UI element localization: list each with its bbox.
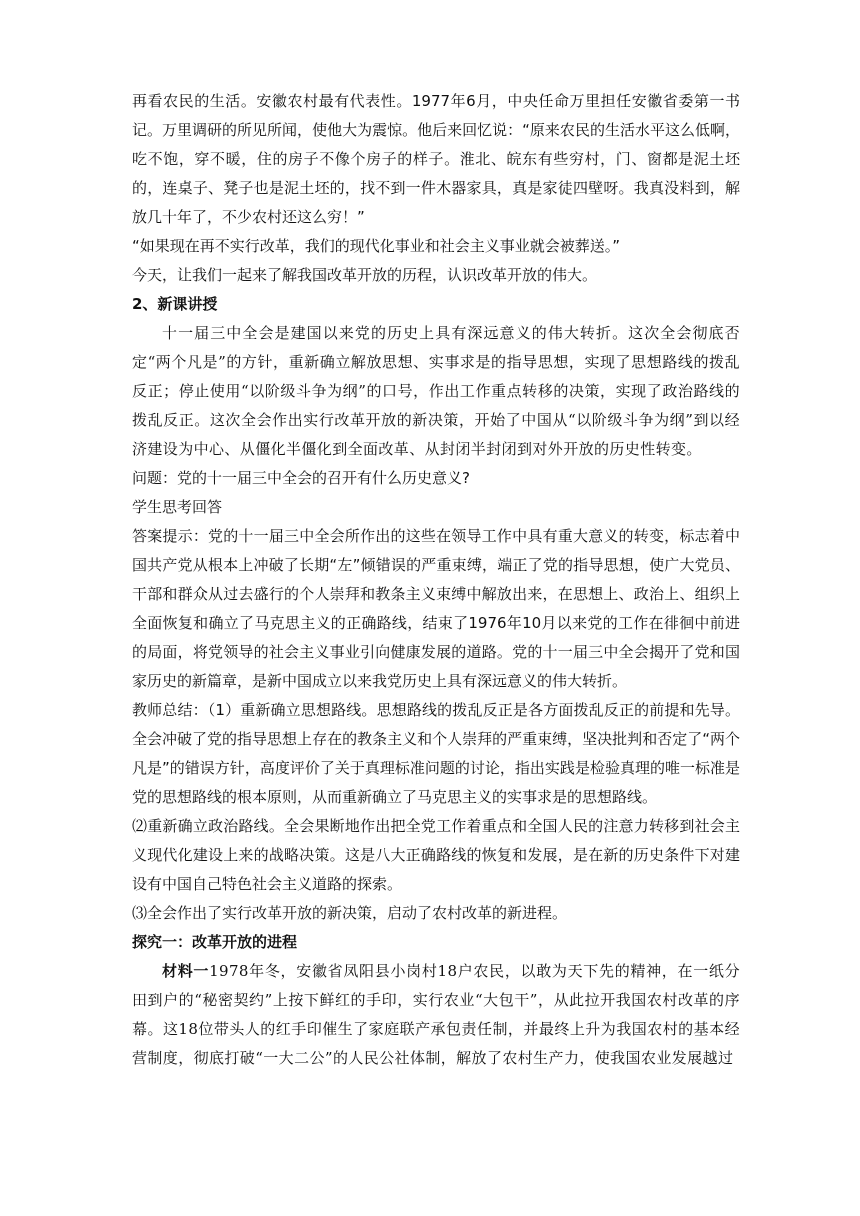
material-one-text: 1978年冬，安徽省凤阳县小岗村18户农民，以敢为天下先的精神，在一纸分田到户的“秘密契约”上按下鲜红的手印，实行农业“大包干”，从此拉开我国农村改革的序幕。这18位带头人的红手印催生了家庭联产承包责任制，并最终上升为我国农村的基本经营制度，彻底打破“一大二公”的人民公社体制，解放了农村生产力，使我国农业发展越过 xyxy=(132,962,740,1067)
material-one-label: 材料一 xyxy=(162,962,210,980)
intro-quote: “如果现在再不实行改革，我们的现代化事业和社会主义事业就会被葬送。” xyxy=(132,237,621,255)
answer-hint-paragraph: 答案提示：党的十一届三中全会所作出的这些在领导工作中具有重大意义的转变，标志着中国共产党从根本上冲破了长期“左”倾错误的严重束缚，端正了党的指导思想，使广大党员、干部和群众从过去盛行的个人崇拜和教条主义束缚中解放出来，在思想上、政治上、组织上全面恢复和确立了马克思主义的正确路线，结束了1976年10月以来党的工作在徘徊中前进的局面，将党领导的社会主义事业引向健康发展的道路。党的十一届三中全会揭开了党和国家历史的新篇章，是新中国成立以来我党历史上具有深远意义的伟大转折。 xyxy=(132,527,740,690)
section-heading-new-lesson: 2、新课讲授 xyxy=(132,295,218,313)
plenum-summary-paragraph: 十一届三中全会是建国以来党的历史上具有深远意义的伟大转折。这次全会彻底否定“两个凡是”的方针，重新确立解放思想、实事求是的指导思想，实现了思想路线的拨乱反正；停止使用“以阶级斗争为纲”的口号，作出工作重点转移的决策，实现了政治路线的拨乱反正。这次全会作出实行改革开放的新决策，开始了中国从“以阶级斗争为纲”到以经济建设为中心、从僵化半僵化到全面改革、从封闭半封闭到对外开放的历史性转变。 xyxy=(132,324,740,458)
teacher-summary-paragraph: 教师总结：（1）重新确立思想路线。思想路线的拨乱反正是各方面拨乱反正的前提和先导。全会冲破了党的指导思想上存在的教条主义和个人崇拜的严重束缚，坚决批判和否定了“两个凡是”的错误方针，高度评价了关于真理标准问题的讨论，指出实践是检验真理的唯一标准是党的思想路线的根本原则，从而重新确立了马克思主义的实事求是的思想路线。 xyxy=(132,701,740,806)
explore-heading: 探究一：改革开放的进程 xyxy=(132,933,298,951)
question-paragraph: 问题：党的十一届三中全会的召开有什么历史意义? xyxy=(132,469,470,487)
political-line-paragraph: ⑵重新确立政治路线。全会果断地作出把全党工作着重点和全国人民的注意力转移到社会主义现代化建设上来的战略决策。这是八大正确路线的恢复和发展，是在新的历史条件下对建设有中国自己特色社会主义道路的探索。 xyxy=(132,817,740,893)
reform-decision-paragraph: ⑶全会作出了实行改革开放的新决策，启动了农村改革的新进程。 xyxy=(132,904,568,922)
intro-paragraph-3: 今天，让我们一起来了解我国改革开放的历程，认识改革开放的伟大。 xyxy=(132,266,598,284)
intro-paragraph-1: 再看农民的生活。安徽农村最有代表性。1977年6月，中央任命万里担任安徽省委第一书记。万里调研的所见所闻，使他大为震惊。他后来回忆说：“原来农民的生活水平这么低啊，吃不饱，穿不暖，住的房子不像个房子的样子。淮北、皖东有些穷村，门、窗都是泥土坯的，连桌子、凳子也是泥土坯的，找不到一件木器家具，真是家徒四壁呀。我真没料到，解放几十年了，不少农村还这么穷！” xyxy=(132,92,740,226)
student-activity: 学生思考回答 xyxy=(132,498,223,516)
material-one-paragraph xyxy=(132,957,740,1073)
